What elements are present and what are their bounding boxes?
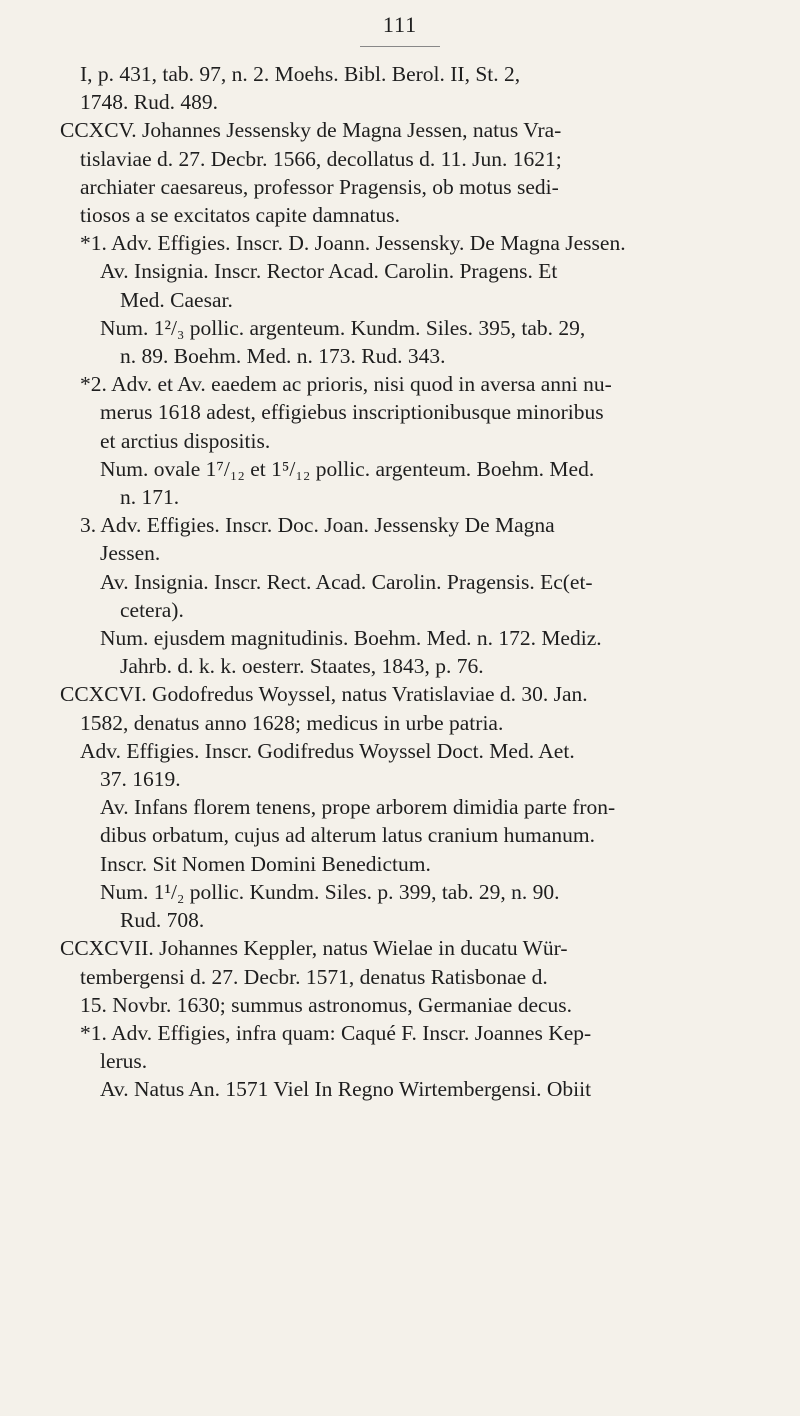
page-number: 111	[382, 12, 418, 37]
text-line: 1748. Rud. 489.	[80, 90, 218, 115]
text-line: 1582, denatus anno 1628; medicus in urbe patria.	[80, 710, 504, 735]
text-line: 3. Adv. Effigies. Inscr. Doc. Joan. Jessensky De Magna	[80, 513, 555, 538]
page-header-rule	[360, 46, 440, 47]
text-line: Num. ejusdem magnitudinis. Boehm. Med. n. 172. Mediz.	[100, 626, 602, 651]
text-line: 15. Novbr. 1630; summus astronomus, Germaniae decus.	[80, 992, 573, 1017]
text-line: cetera).	[120, 597, 184, 622]
text-line: *1. Adv. Effigies. Inscr. D. Joann. Jessensky. De Magna Jessen.	[80, 231, 626, 256]
text-line: Av. Insignia. Inscr. Rector Acad. Carolin. Pragens. Et	[100, 259, 558, 284]
text-line: Jahrb. d. k. k. oesterr. Staates, 1843, p. 76.	[120, 654, 484, 679]
text-line: I, p. 431, tab. 97, n. 2. Moehs. Bibl. Berol. II, St. 2,	[80, 62, 521, 86]
text-line: Jessen.	[100, 541, 161, 566]
text-line: tembergensi d. 27. Decbr. 1571, denatus Ratisbonae d.	[80, 964, 548, 989]
text-line: merus 1618 adest, effigiebus inscriptionibusque minoribus	[100, 400, 604, 425]
text-line: Rud. 708.	[120, 908, 205, 933]
text-line: tiosos a se excitatos capite damnatus.	[80, 203, 401, 228]
text-line: Av. Insignia. Inscr. Rect. Acad. Carolin. Pragensis. Ec(et-	[100, 569, 593, 594]
text-line: *1. Adv. Effigies, infra quam: Caqué F. Inscr. Joannes Kep-	[80, 1020, 592, 1045]
text-line: Num. ovale 1⁷/₁₂ et 1⁵/₁₂ pollic. argenteum. Boehm. Med.	[100, 456, 595, 481]
document-body	[60, 60, 750, 1104]
text-line: n. 171.	[120, 485, 180, 510]
text-line: Adv. Effigies. Inscr. Godifredus Woyssel Doct. Med. Aet.	[80, 738, 575, 763]
text-line: tislaviae d. 27. Decbr. 1566, decollatus d. 11. Jun. 1621;	[80, 146, 562, 171]
text-line: n. 89. Boehm. Med. n. 173. Rud. 343.	[120, 344, 446, 369]
text-line: Inscr. Sit Nomen Domini Benedictum.	[100, 851, 431, 876]
text-line: Av. Natus An. 1571 Viel In Regno Wirtembergensi. Obiit	[100, 1077, 592, 1102]
text-line: dibus orbatum, cujus ad alterum latus cranium humanum.	[100, 823, 595, 848]
text-line: lerus.	[100, 1049, 148, 1074]
text-line: *2. Adv. et Av. eaedem ac prioris, nisi quod in aversa anni nu-	[80, 372, 612, 397]
text-line: Av. Infans florem tenens, prope arborem dimidia parte fron-	[100, 795, 616, 820]
text-line: archiater caesareus, professor Pragensis, ob motus sedi-	[80, 174, 559, 199]
text-line: Med. Caesar.	[120, 287, 233, 312]
text-line: 37. 1619.	[100, 767, 181, 792]
text-line: Num. 1²/₃ pollic. argenteum. Kundm. Siles. 395, tab. 29,	[100, 315, 586, 340]
text-line: CCXCV. Johannes Jessensky de Magna Jessen, natus Vra-	[60, 118, 562, 143]
text-line: Num. 1¹/₂ pollic. Kundm. Siles. p. 399, tab. 29, n. 90.	[100, 879, 560, 904]
text-line: et arctius dispositis.	[100, 428, 271, 453]
text-line: CCXCVII. Johannes Keppler, natus Wielae in ducatu Wür-	[60, 936, 568, 961]
text-line: CCXCVI. Godofredus Woyssel, natus Vratislaviae d. 30. Jan.	[60, 682, 588, 707]
